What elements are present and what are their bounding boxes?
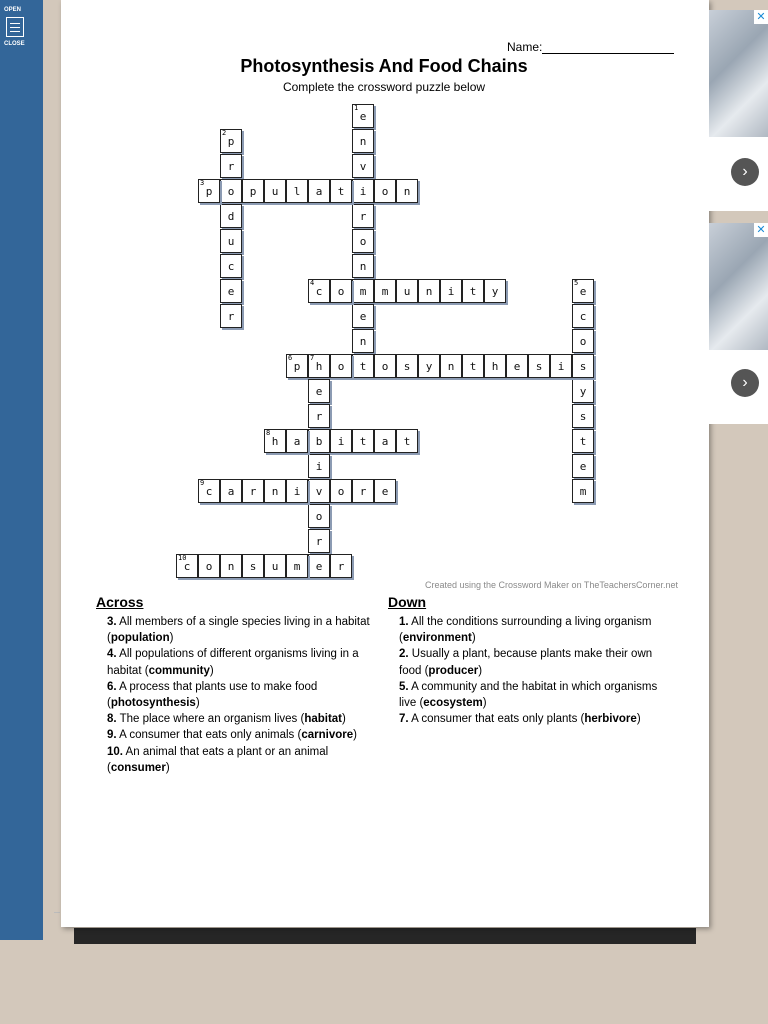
clue-answer: producer (428, 664, 479, 677)
crossword-cell: e 1 (352, 104, 374, 128)
credit-text: Created using the Crossword Maker on TheTeachersCorner.net (425, 580, 678, 590)
crossword-cell: e (220, 279, 242, 303)
crossword-cell: y (484, 279, 506, 303)
down-clues (388, 594, 673, 727)
clue-number: 6 (288, 354, 293, 362)
clue-number: 1 (354, 104, 359, 112)
crossword-cell: t (572, 429, 594, 453)
crossword-cell: e (308, 379, 330, 403)
crossword-cell: y (418, 354, 440, 378)
crossword-cell: o (330, 354, 352, 378)
crossword-cell: p 6 (286, 354, 308, 378)
crossword-cell: n (440, 354, 462, 378)
ad-panel-2[interactable] (709, 223, 768, 424)
crossword-cell: r (330, 554, 352, 578)
crossword-cell: v (308, 479, 330, 503)
clue-number: 2 (222, 129, 227, 137)
crossword-cell: u (396, 279, 418, 303)
page-title: Photosynthesis And Food Chains (240, 56, 528, 76)
chevron-right-icon[interactable]: › (731, 369, 759, 397)
crossword-cell: u (220, 229, 242, 253)
clue-item: 10. An animal that eats a plant or an animal (consumer) (107, 745, 329, 774)
crossword-cell: r (220, 154, 242, 178)
crossword-cell: e (506, 354, 528, 378)
crossword-cell: p 3 (198, 179, 220, 203)
crossword-cell: o (374, 354, 396, 378)
crossword-cell: o (374, 179, 396, 203)
across-heading: Across (96, 594, 144, 610)
crossword-cell: h 8 (264, 429, 286, 453)
crossword-cell: s (572, 354, 594, 378)
crossword-cell: l (286, 179, 308, 203)
clue-number: 9 (200, 479, 205, 487)
ad-image (709, 223, 768, 350)
crossword-cell: t (352, 429, 374, 453)
crossword-cell: c 10 (176, 554, 198, 578)
open-label[interactable]: OPEN (4, 7, 22, 13)
crossword-cell: a (286, 429, 308, 453)
document-page (61, 0, 709, 927)
clue-answer: photosynthesis (110, 697, 196, 710)
clue-answer: herbivore (584, 713, 637, 726)
crossword-cell: a (220, 479, 242, 503)
crossword-cell: b (308, 429, 330, 453)
close-icon[interactable]: ✕ (754, 223, 768, 237)
crossword-cell: d (220, 204, 242, 228)
crossword-cell: o (198, 554, 220, 578)
clue-number: 1. (399, 616, 409, 628)
crossword-cell: c (220, 254, 242, 278)
clue-item: 5. A community and the habitat in which organisms live (ecosystem) (399, 680, 658, 710)
crossword-cell: s (572, 404, 594, 428)
crossword-cell: n (352, 329, 374, 353)
crossword-cell: y (572, 379, 594, 403)
divider (54, 912, 60, 913)
crossword-cell: c (572, 304, 594, 328)
crossword-cell: r (352, 479, 374, 503)
clue-answer: population (110, 632, 170, 645)
crossword-cell: o (308, 504, 330, 528)
clue-answer: environment (402, 632, 472, 645)
page-footer-bar (74, 928, 696, 944)
crossword-cell: r (220, 304, 242, 328)
clue-item: 1. All the conditions surrounding a living organism (environment) (399, 616, 652, 645)
crossword-cell: i (550, 354, 572, 378)
page-subtitle: Complete the crossword puzzle below (282, 80, 486, 94)
ad-image (709, 10, 768, 137)
clue-item: 6. A process that plants use to make food (photosynthesis) (107, 680, 318, 710)
crossword-cell: m (286, 554, 308, 578)
clue-number: 5. (399, 680, 409, 693)
crossword-cell: r (242, 479, 264, 503)
crossword-cell: r (352, 204, 374, 228)
crossword-cell: h (484, 354, 506, 378)
clue-answer: ecosystem (423, 697, 483, 710)
clue-number: 7. (399, 713, 409, 726)
clue-number: 10. (107, 745, 123, 758)
crossword-cell: i (440, 279, 462, 303)
name-label: Name: (507, 40, 543, 54)
crossword-cell: o (330, 479, 352, 503)
clue-answer: carnivore (301, 729, 354, 742)
crossword-cell: p 2 (220, 129, 242, 153)
crossword-cell: u (264, 554, 286, 578)
ad-panel-1[interactable] (709, 10, 768, 211)
clue-item: 7. A consumer that eats only plants (herbivore) (399, 713, 641, 726)
crossword-cell: i (330, 429, 352, 453)
crossword-cell: i (308, 454, 330, 478)
crossword-cell: u (264, 179, 286, 203)
clue-item: 9. A consumer that eats only animals (carnivore) (107, 729, 357, 742)
crossword-cell: e (374, 479, 396, 503)
crossword-cell: m (352, 279, 374, 303)
across-clues (96, 594, 381, 776)
crossword-cell: v (352, 154, 374, 178)
crossword-cell: o (352, 229, 374, 253)
crossword-cell: p (242, 179, 264, 203)
clue-item: 8. The place where an organism lives (habitat) (107, 713, 346, 726)
crossword-cell: o (220, 179, 242, 203)
crossword-cell: m (572, 479, 594, 503)
crossword-cell: c 4 (308, 279, 330, 303)
crossword-cell: e (572, 454, 594, 478)
crossword-cell: o (330, 279, 352, 303)
crossword-cell: i (286, 479, 308, 503)
clue-number: 2. (399, 648, 409, 661)
crossword-cell: a (374, 429, 396, 453)
crossword-cell: n (418, 279, 440, 303)
crossword-cell: t (462, 354, 484, 378)
clue-number: 8. (107, 713, 117, 726)
crossword-cell: n (352, 254, 374, 278)
crossword-cell: e (308, 554, 330, 578)
crossword-cell: r (308, 529, 330, 553)
clue-number: 6. (107, 680, 117, 693)
crossword-cell: o (572, 329, 594, 353)
clue-number: 4 (310, 279, 315, 287)
crossword-cell: n (264, 479, 286, 503)
crossword-cell: n (396, 179, 418, 203)
down-heading: Down (388, 594, 427, 610)
clue-number: 3. (107, 616, 117, 628)
sidebar (0, 0, 43, 940)
crossword-cell: s (528, 354, 550, 378)
crossword-cell: t (330, 179, 352, 203)
crossword-cell: c 9 (198, 479, 220, 503)
clue-number: 3 (200, 179, 205, 187)
chevron-right-icon[interactable]: › (731, 158, 759, 186)
clue-number: 8 (266, 429, 271, 437)
clue-item: 4. All populations of different organisms living in a habitat (community) (107, 648, 359, 677)
crossword-cell: m (374, 279, 396, 303)
clue-item: 2. Usually a plant, because plants make their own food (producer) (399, 648, 653, 677)
clue-item: 3. All members of a single species living in a habitat (population) (107, 616, 370, 645)
crossword-cell: t (462, 279, 484, 303)
crossword-cell: s (396, 354, 418, 378)
crossword-cell: a (308, 179, 330, 203)
crossword-cell: s (242, 554, 264, 578)
crossword-cell: h 7 (308, 354, 330, 378)
crossword-cell: n (352, 129, 374, 153)
clue-number: 5 (574, 279, 579, 287)
menu-icon[interactable] (6, 17, 24, 37)
clue-answer: community (148, 664, 210, 677)
crossword-cell: e (352, 304, 374, 328)
crossword-cell: e 5 (572, 279, 594, 303)
clue-number: 10 (178, 554, 187, 562)
crossword-cell: n (220, 554, 242, 578)
clue-number: 9. (107, 729, 117, 742)
clue-answer: habitat (304, 713, 343, 726)
crossword-cell: i (352, 179, 374, 203)
clue-answer: consumer (110, 761, 166, 774)
clue-number: 7 (310, 354, 315, 362)
close-label[interactable]: CLOSE (4, 41, 25, 47)
crossword-cell: t (396, 429, 418, 453)
crossword-cell: r (308, 404, 330, 428)
crossword-grid (61, 0, 709, 600)
crossword-cell: t (352, 354, 374, 378)
clue-number: 4. (107, 648, 117, 661)
close-icon[interactable]: ✕ (754, 10, 768, 24)
